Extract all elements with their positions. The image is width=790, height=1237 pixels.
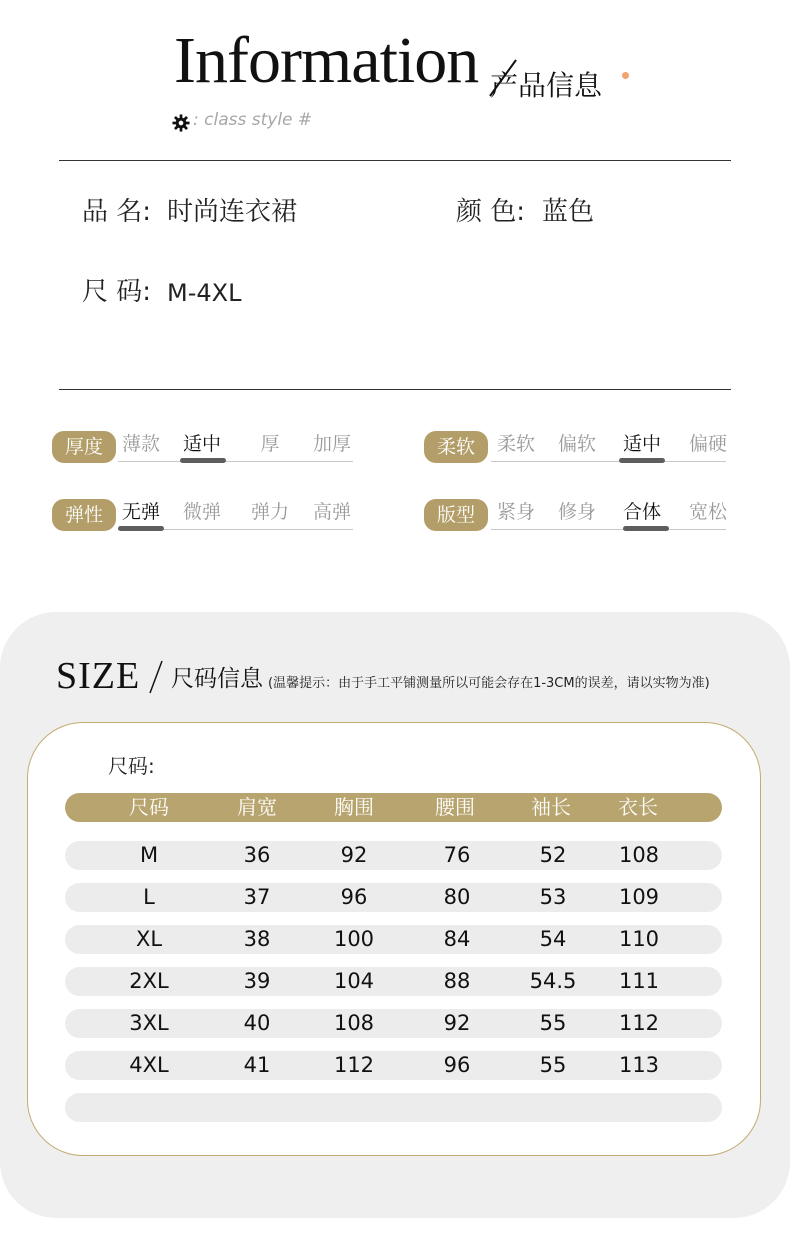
selected-indicator bbox=[180, 458, 226, 463]
column-header: 腰围 bbox=[435, 795, 475, 819]
column-header: 袖长 bbox=[531, 795, 571, 819]
orange-dot-decoration bbox=[622, 72, 629, 79]
table-cell: 39 bbox=[243, 969, 271, 993]
attribute-badge: 柔软 bbox=[424, 431, 488, 463]
table-cell: 37 bbox=[243, 885, 271, 909]
table-cell: 55 bbox=[539, 1011, 567, 1035]
selected-indicator bbox=[118, 526, 164, 531]
attribute-option[interactable]: 加厚 bbox=[312, 433, 351, 455]
column-header: 尺码 bbox=[129, 795, 169, 819]
table-cell: 96 bbox=[443, 1053, 471, 1077]
product-size-value: M-4XL bbox=[167, 279, 242, 307]
table-cell: 41 bbox=[243, 1053, 271, 1077]
table-row bbox=[65, 841, 722, 870]
product-name-label: 品 名: bbox=[82, 197, 152, 227]
attribute-option[interactable]: 宽松 bbox=[688, 501, 727, 523]
table-cell: XL bbox=[135, 927, 163, 951]
attribute-badge: 弹性 bbox=[52, 499, 116, 531]
attribute-option-selected[interactable]: 适中 bbox=[182, 433, 221, 455]
attribute-track bbox=[491, 461, 726, 462]
page-title-cn: 产品信息 bbox=[490, 69, 603, 102]
selected-indicator bbox=[623, 526, 669, 531]
table-cell: 3XL bbox=[129, 1011, 169, 1035]
table-cell: 111 bbox=[618, 969, 660, 993]
gear-icon bbox=[172, 114, 190, 132]
table-cell: 40 bbox=[243, 1011, 271, 1035]
table-cell: 92 bbox=[340, 843, 368, 867]
product-size-label: 尺 码: bbox=[82, 277, 152, 307]
attribute-badge: 厚度 bbox=[52, 431, 116, 463]
table-cell: 4XL bbox=[129, 1053, 169, 1077]
table-row bbox=[65, 925, 722, 954]
table-cell: M bbox=[139, 843, 159, 867]
attribute-option[interactable]: 柔软 bbox=[496, 433, 535, 455]
table-row bbox=[65, 967, 722, 996]
size-note: (温馨提示：由于手工平铺测量所以可能会存在1-3CM的误差，请以实物为准) bbox=[268, 676, 710, 691]
table-cell: 112 bbox=[333, 1053, 375, 1077]
table-cell: 109 bbox=[618, 885, 660, 909]
table-cell: 38 bbox=[243, 927, 271, 951]
product-name-value: 时尚连衣裙 bbox=[167, 197, 298, 227]
column-header: 肩宽 bbox=[237, 795, 277, 819]
table-cell: 55 bbox=[539, 1053, 567, 1077]
page-title: Information bbox=[174, 24, 479, 97]
table-cell: 108 bbox=[618, 843, 660, 867]
size-title: SIZE bbox=[56, 655, 141, 697]
table-cell: 52 bbox=[539, 843, 567, 867]
table-cell: 108 bbox=[333, 1011, 375, 1035]
table-cell: 76 bbox=[443, 843, 471, 867]
table-row bbox=[65, 1009, 722, 1038]
product-color-label: 颜 色: bbox=[456, 197, 526, 227]
table-cell: 113 bbox=[618, 1053, 660, 1077]
class-style-subtitle: : class style # bbox=[193, 110, 313, 130]
attribute-option[interactable]: 薄款 bbox=[121, 433, 160, 455]
attribute-option[interactable]: 紧身 bbox=[496, 501, 535, 523]
table-row bbox=[65, 883, 722, 912]
attribute-option[interactable]: 修身 bbox=[557, 501, 596, 523]
table-cell: 53 bbox=[539, 885, 567, 909]
size-slash-decoration bbox=[148, 660, 164, 694]
table-cell: 88 bbox=[443, 969, 471, 993]
table-row bbox=[65, 1051, 722, 1080]
table-cell: 96 bbox=[340, 885, 368, 909]
divider-bottom bbox=[59, 389, 731, 390]
table-cell: 100 bbox=[333, 927, 375, 951]
attribute-option[interactable]: 偏软 bbox=[557, 433, 596, 455]
attribute-track bbox=[491, 529, 726, 530]
attribute-option-selected[interactable]: 适中 bbox=[622, 433, 661, 455]
column-header: 胸围 bbox=[334, 795, 374, 819]
table-cell: 80 bbox=[443, 885, 471, 909]
table-cell: 84 bbox=[443, 927, 471, 951]
table-cell: 54.5 bbox=[529, 969, 577, 993]
attribute-option[interactable]: 厚 bbox=[260, 433, 280, 455]
table-cell: 104 bbox=[333, 969, 375, 993]
attribute-option[interactable]: 偏硬 bbox=[688, 433, 727, 455]
table-cell: 92 bbox=[443, 1011, 471, 1035]
selected-indicator bbox=[619, 458, 665, 463]
size-table-label: 尺码: bbox=[108, 754, 155, 778]
product-color-value: 蓝色 bbox=[542, 197, 595, 227]
attribute-option-selected[interactable]: 无弹 bbox=[121, 501, 160, 523]
size-table-header bbox=[65, 793, 722, 822]
attribute-option[interactable]: 微弹 bbox=[182, 501, 221, 523]
table-cell: 36 bbox=[243, 843, 271, 867]
table-cell: 54 bbox=[539, 927, 567, 951]
attribute-track bbox=[118, 461, 353, 462]
table-cell: L bbox=[143, 885, 155, 909]
size-title-cn: 尺码信息 bbox=[171, 666, 263, 692]
attribute-badge: 版型 bbox=[424, 499, 488, 531]
table-row-empty bbox=[65, 1093, 722, 1122]
column-header: 衣长 bbox=[618, 795, 658, 819]
attribute-option-selected[interactable]: 合体 bbox=[622, 501, 661, 523]
divider-top bbox=[59, 160, 731, 161]
attribute-option[interactable]: 弹力 bbox=[250, 501, 289, 523]
table-cell: 2XL bbox=[129, 969, 169, 993]
table-cell: 112 bbox=[618, 1011, 660, 1035]
attribute-option[interactable]: 高弹 bbox=[312, 501, 351, 523]
table-cell: 110 bbox=[618, 927, 660, 951]
